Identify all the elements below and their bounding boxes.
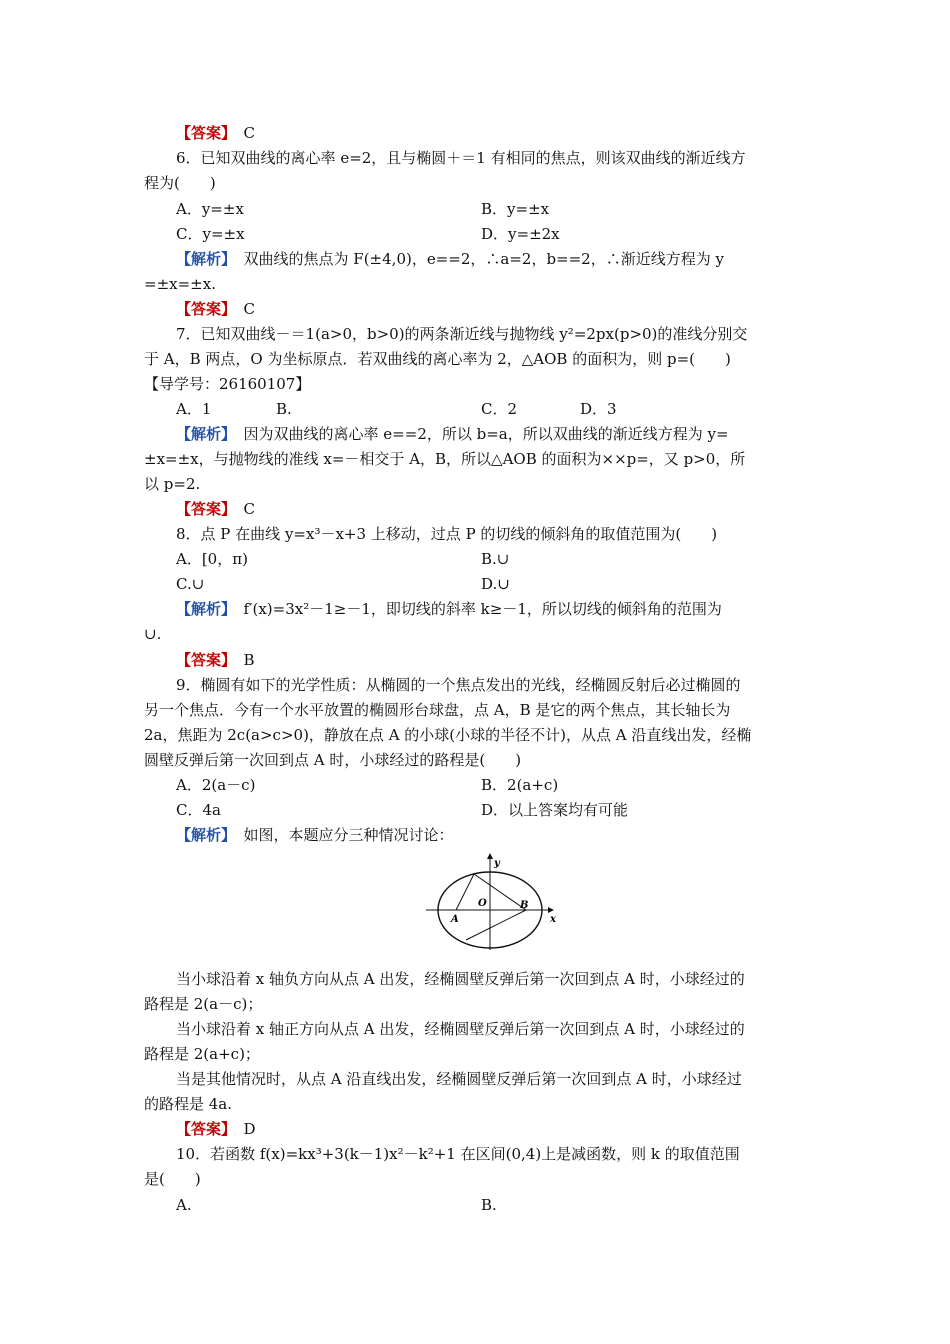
q9-answer: D: [243, 1120, 256, 1138]
q9-case2-line1: 当小球沿着 x 轴正方向从点 A 出发，经椭圆壁反弹后第一次回到点 A 时，小球经过的: [176, 1020, 745, 1038]
answer-tag: 【答案】: [176, 500, 229, 518]
q9-stem-line3: 2a，焦距为 2c(a>c>0)，静放在点 A 的小球(小球的半径不计)，从点 A 沿直线出发，经椭: [144, 726, 752, 744]
q7-option-b: B.: [276, 400, 292, 418]
q7-analysis-line3: 以 p=2.: [144, 475, 201, 493]
q8-analysis-line1: [176, 600, 722, 618]
q7-analysis-text1: 因为双曲线的离心率 e==2，所以 b=a，所以双曲线的渐近线方程为 y=: [243, 425, 729, 443]
q7-stem-line2: 于 A，B 两点，O 为坐标原点．若双曲线的离心率为 2，△AOB 的面积为，则 p=( ): [144, 350, 731, 368]
q9-case3-line1: 当是其他情况时，从点 A 沿直线出发，经椭圆壁反弹后第一次回到点 A 时，小球经过: [176, 1070, 742, 1088]
q7-option-d: D．3: [580, 400, 617, 418]
analysis-tag: 【解析】: [176, 826, 229, 844]
q9-option-b: B．2(a+c): [481, 776, 559, 794]
q9-option-d: D．以上答案均有可能: [481, 801, 629, 819]
q7-analysis-line2: ±x=±x，与抛物线的准线 x=－相交于 A，B，所以△AOB 的面积为××p=，又 p>0，所: [144, 450, 746, 468]
q6-option-d: D．y=±2x: [481, 225, 560, 243]
q8-option-b: B.∪: [481, 550, 510, 568]
q6-stem-line1: 6．已知双曲线的离心率 e=2，且与椭圆＋＝1 有相同的焦点，则该双曲线的渐近线方: [176, 149, 746, 167]
q9-case2-line2: 路程是 2(a+c)；: [144, 1045, 260, 1063]
analysis-tag: 【解析】: [176, 425, 229, 443]
q6-option-b: B．y=±x: [481, 200, 550, 218]
q6-analysis-line1: [176, 250, 724, 268]
q8-analysis-line2: ∪.: [144, 625, 162, 643]
q9-case1-line1: 当小球沿着 x 轴负方向从点 A 出发，经椭圆壁反弹后第一次回到点 A 时，小球经过的: [176, 970, 745, 988]
q6-answer: C: [243, 300, 256, 318]
q6-analysis-text1: 双曲线的焦点为 F(±4,0)，e==2，∴a=2，b==2，∴渐近线方程为 y: [243, 250, 724, 268]
analysis-tag: 【解析】: [176, 600, 229, 618]
q8-analysis-text1: f′(x)=3x²－1≥－1，即切线的斜率 k≥－1，所以切线的倾斜角的范围为: [243, 600, 722, 618]
q9-option-c: C．4a: [176, 801, 221, 819]
y-axis-arrow: [487, 853, 493, 859]
q10-option-a: A.: [176, 1196, 192, 1214]
q5-answer-line: [176, 124, 255, 142]
q6-answer-line: [176, 300, 255, 318]
figure-label-y: y: [494, 858, 500, 869]
reflection-path-2: [466, 910, 526, 940]
q8-option-a: A．[0，π): [176, 550, 248, 568]
x-axis-arrow: [548, 907, 554, 913]
q8-answer: B: [243, 651, 255, 669]
q7-option-a: A．1: [176, 400, 212, 418]
q8-option-d: D.∪: [481, 575, 510, 593]
figure-label-a: A: [451, 914, 459, 925]
q8-stem-line1: 8．点 P 在曲线 y=x³－x+3 上移动，过点 P 的切线的倾斜角的取值范围为( ): [176, 525, 718, 543]
figure-label-o: O: [478, 898, 487, 909]
q9-stem-line1: 9．椭圆有如下的光学性质：从椭圆的一个焦点发出的光线，经椭圆反射后必过椭圆的: [176, 676, 741, 694]
q6-analysis-line2: =±x=±x.: [144, 275, 216, 293]
q7-answer-line: [176, 500, 255, 518]
q10-stem-line1: 10．若函数 f(x)=kx³+3(k－1)x²－k²+1 在区间(0,4)上是减函数，则 k 的取值范围: [176, 1145, 740, 1163]
q10-stem-line2: 是( ): [144, 1170, 201, 1188]
q7-analysis-line1: [176, 425, 729, 443]
reflection-path: [456, 874, 529, 911]
q7-option-c: C．2: [481, 400, 518, 418]
ellipse-figure: [426, 852, 562, 952]
answer-tag: 【答案】: [176, 300, 229, 318]
answer-tag: 【答案】: [176, 124, 229, 142]
analysis-tag: 【解析】: [176, 250, 229, 268]
q6-option-a: A．y=±x: [176, 200, 244, 218]
q9-option-a: A．2(a－c): [176, 776, 256, 794]
q9-answer-line: [176, 1120, 256, 1138]
figure-label-x: x: [550, 914, 556, 925]
figure-label-b: B: [520, 900, 529, 911]
q8-answer-line: [176, 651, 255, 669]
q6-option-c: C．y=±x: [176, 225, 245, 243]
q7-answer: C: [243, 500, 256, 518]
answer-tag: 【答案】: [176, 651, 229, 669]
q6-stem-line2: 程为( ): [144, 174, 216, 192]
q10-option-b: B.: [481, 1196, 497, 1214]
q5-answer: C: [243, 124, 256, 142]
q9-analysis-text: 如图，本题应分三种情况讨论：: [243, 826, 454, 844]
q9-stem-line4: 圆壁反弹后第一次回到点 A 时，小球经过的路程是( ): [144, 751, 522, 769]
q7-stem-line1: 7．已知双曲线－＝1(a>0，b>0)的两条渐近线与抛物线 y²=2px(p>0)的准线分别交: [176, 325, 748, 343]
answer-tag: 【答案】: [176, 1120, 229, 1138]
q9-case1-line2: 路程是 2(a－c)；: [144, 995, 263, 1013]
q9-stem-line2: 另一个焦点．今有一个水平放置的椭圆形台球盘，点 A，B 是它的两个焦点，其长轴长为: [144, 701, 731, 719]
q7-stem-line3: 【导学号：26160107】: [144, 375, 311, 393]
q8-option-c: C.∪: [176, 575, 205, 593]
q9-analysis-line1: [176, 826, 454, 844]
q9-case3-line2: 的路程是 4a.: [144, 1095, 233, 1113]
